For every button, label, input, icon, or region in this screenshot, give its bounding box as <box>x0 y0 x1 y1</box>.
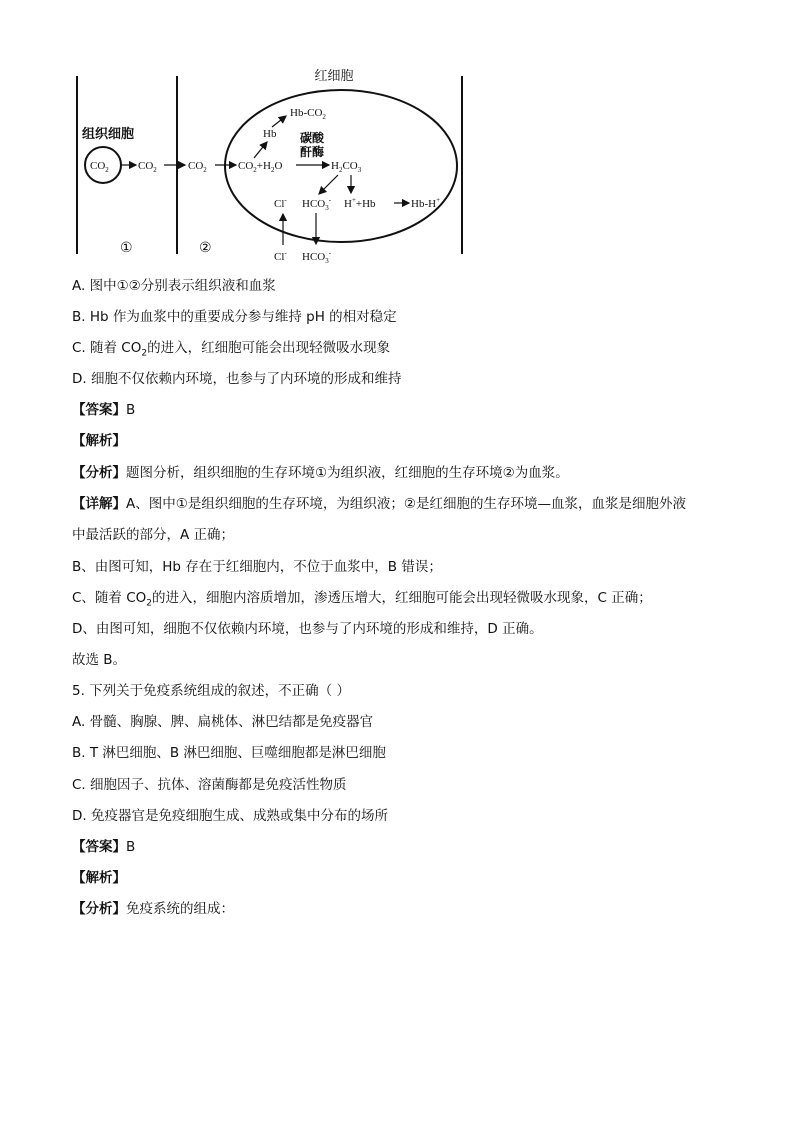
hco3-inside-label: $HCO_3^-$ <box>302 196 332 212</box>
option-a: A. 图中①②分别表示组织液和血浆 <box>72 278 276 294</box>
region-2-label: ② <box>199 241 212 256</box>
answer-line <box>72 400 135 420</box>
q5-fenxi-text: 免疫系统的组成： <box>126 901 234 917</box>
q5-analysis-fenxi <box>72 899 234 919</box>
arrow-to-hb-co2 <box>272 116 286 127</box>
enzyme-label-bottom: 酐酶 <box>300 145 325 159</box>
red-blood-cell-diagram <box>60 62 480 272</box>
q5-option-d: D. 免疫器官是免疫细胞生成、成熟或集中分布的场所 <box>72 808 388 824</box>
red-blood-cell-label: 红细胞 <box>314 68 354 83</box>
q5-answer-line <box>72 837 135 857</box>
co2-in-tissue: $CO_2$ <box>90 160 109 174</box>
h-hb-label: H++Hb <box>344 196 376 210</box>
arrow-to-hco3 <box>319 175 338 194</box>
h2co3-label: $H_2CO_3$ <box>331 160 362 174</box>
q5-answer-tag: 【答案】 <box>72 839 126 855</box>
co2-region1: $CO_2$ <box>138 160 157 174</box>
hb-h-label: Hb-H+ <box>411 196 441 210</box>
analysis-xiangjie-a2: 中最活跃的部分，A 正确； <box>72 527 235 543</box>
analysis-xiangjie-d: D、由图可知，细胞不仅依赖内环境，也参与了内环境的形成和维持，D 正确。 <box>72 621 543 637</box>
option-c: C. 随着 $CO_2$的进入，红细胞可能会出现轻微吸水现象 <box>72 340 391 359</box>
q5-option-a: A. 骨髓、胸腺、脾、扁桃体、淋巴结都是免疫器官 <box>72 714 374 730</box>
xiangjie-c-prefix: C、随着 CO <box>72 590 147 606</box>
cl-outside-label: Cl- <box>274 249 287 263</box>
answer-tag: 【答案】 <box>72 402 126 418</box>
option-c-suffix: 的进入，红细胞可能会出现轻微吸水现象 <box>147 340 391 356</box>
hb-label: Hb <box>263 128 277 140</box>
answer-value: B <box>126 402 136 418</box>
analysis-xiangjie-c: C、随着 $CO_2$的进入，细胞内溶质增加，渗透压增大，红细胞可能会出现轻微吸水现象，C 正确； <box>72 590 652 609</box>
xiangjie-tag: 【详解】 <box>72 496 126 512</box>
co2-h2o-label: $CO_2+H_2O$ <box>238 160 283 174</box>
enzyme-label-top: 碳酸 <box>300 131 325 145</box>
option-b: B. Hb 作为血浆中的重要成分参与维持 pH 的相对稳定 <box>72 309 397 325</box>
hco3-outside-label: $HCO_3^-$ <box>302 249 332 265</box>
q5-stem: 5. 下列关于免疫系统组成的叙述，不正确（ ） <box>72 683 350 699</box>
analysis-xiangjie-b: B、由图可知，Hb 存在于红细胞内，不位于血浆中，B 错误； <box>72 559 442 575</box>
analysis-xiangjie-a1 <box>72 494 686 514</box>
hb-co2-label: $Hb-CO_2$ <box>290 107 326 121</box>
option-d: D. 细胞不仅依赖内环境，也参与了内环境的形成和维持 <box>72 371 402 387</box>
analysis-tag: 【解析】 <box>72 433 126 449</box>
xiangjie-c-suffix: 的进入，细胞内溶质增加，渗透压增大，红细胞可能会出现轻微吸水现象，C 正确； <box>152 590 652 606</box>
tissue-cell-label: 组织细胞 <box>82 126 135 141</box>
q5-option-c: C. 细胞因子、抗体、溶菌酶都是免疫活性物质 <box>72 777 347 793</box>
q5-analysis-tag: 【解析】 <box>72 870 126 886</box>
cl-inside-label: Cl- <box>274 196 287 210</box>
fenxi-tag: 【分析】 <box>72 465 126 481</box>
option-c-prefix: C. 随着 CO <box>72 340 142 356</box>
arrow-to-hb <box>254 142 267 158</box>
q5-fenxi-tag: 【分析】 <box>72 901 126 917</box>
q5-option-b: B. T 淋巴细胞、B 淋巴细胞、巨噬细胞都是淋巴细胞 <box>72 745 386 761</box>
fenxi-text: 题图分析，组织细胞的生存环境①为组织液，红细胞的生存环境②为血浆。 <box>126 465 569 481</box>
xiangjie-a1-text: A、图中①是组织细胞的生存环境，为组织液；②是红细胞的生存环境—血浆，血浆是细胞外液 <box>126 496 686 512</box>
region-1-label: ① <box>120 241 133 256</box>
conclusion: 故选 B。 <box>72 652 127 668</box>
q5-answer-value: B <box>126 839 136 855</box>
co2-region2: $CO_2$ <box>188 160 207 174</box>
analysis-fenxi <box>72 463 569 483</box>
